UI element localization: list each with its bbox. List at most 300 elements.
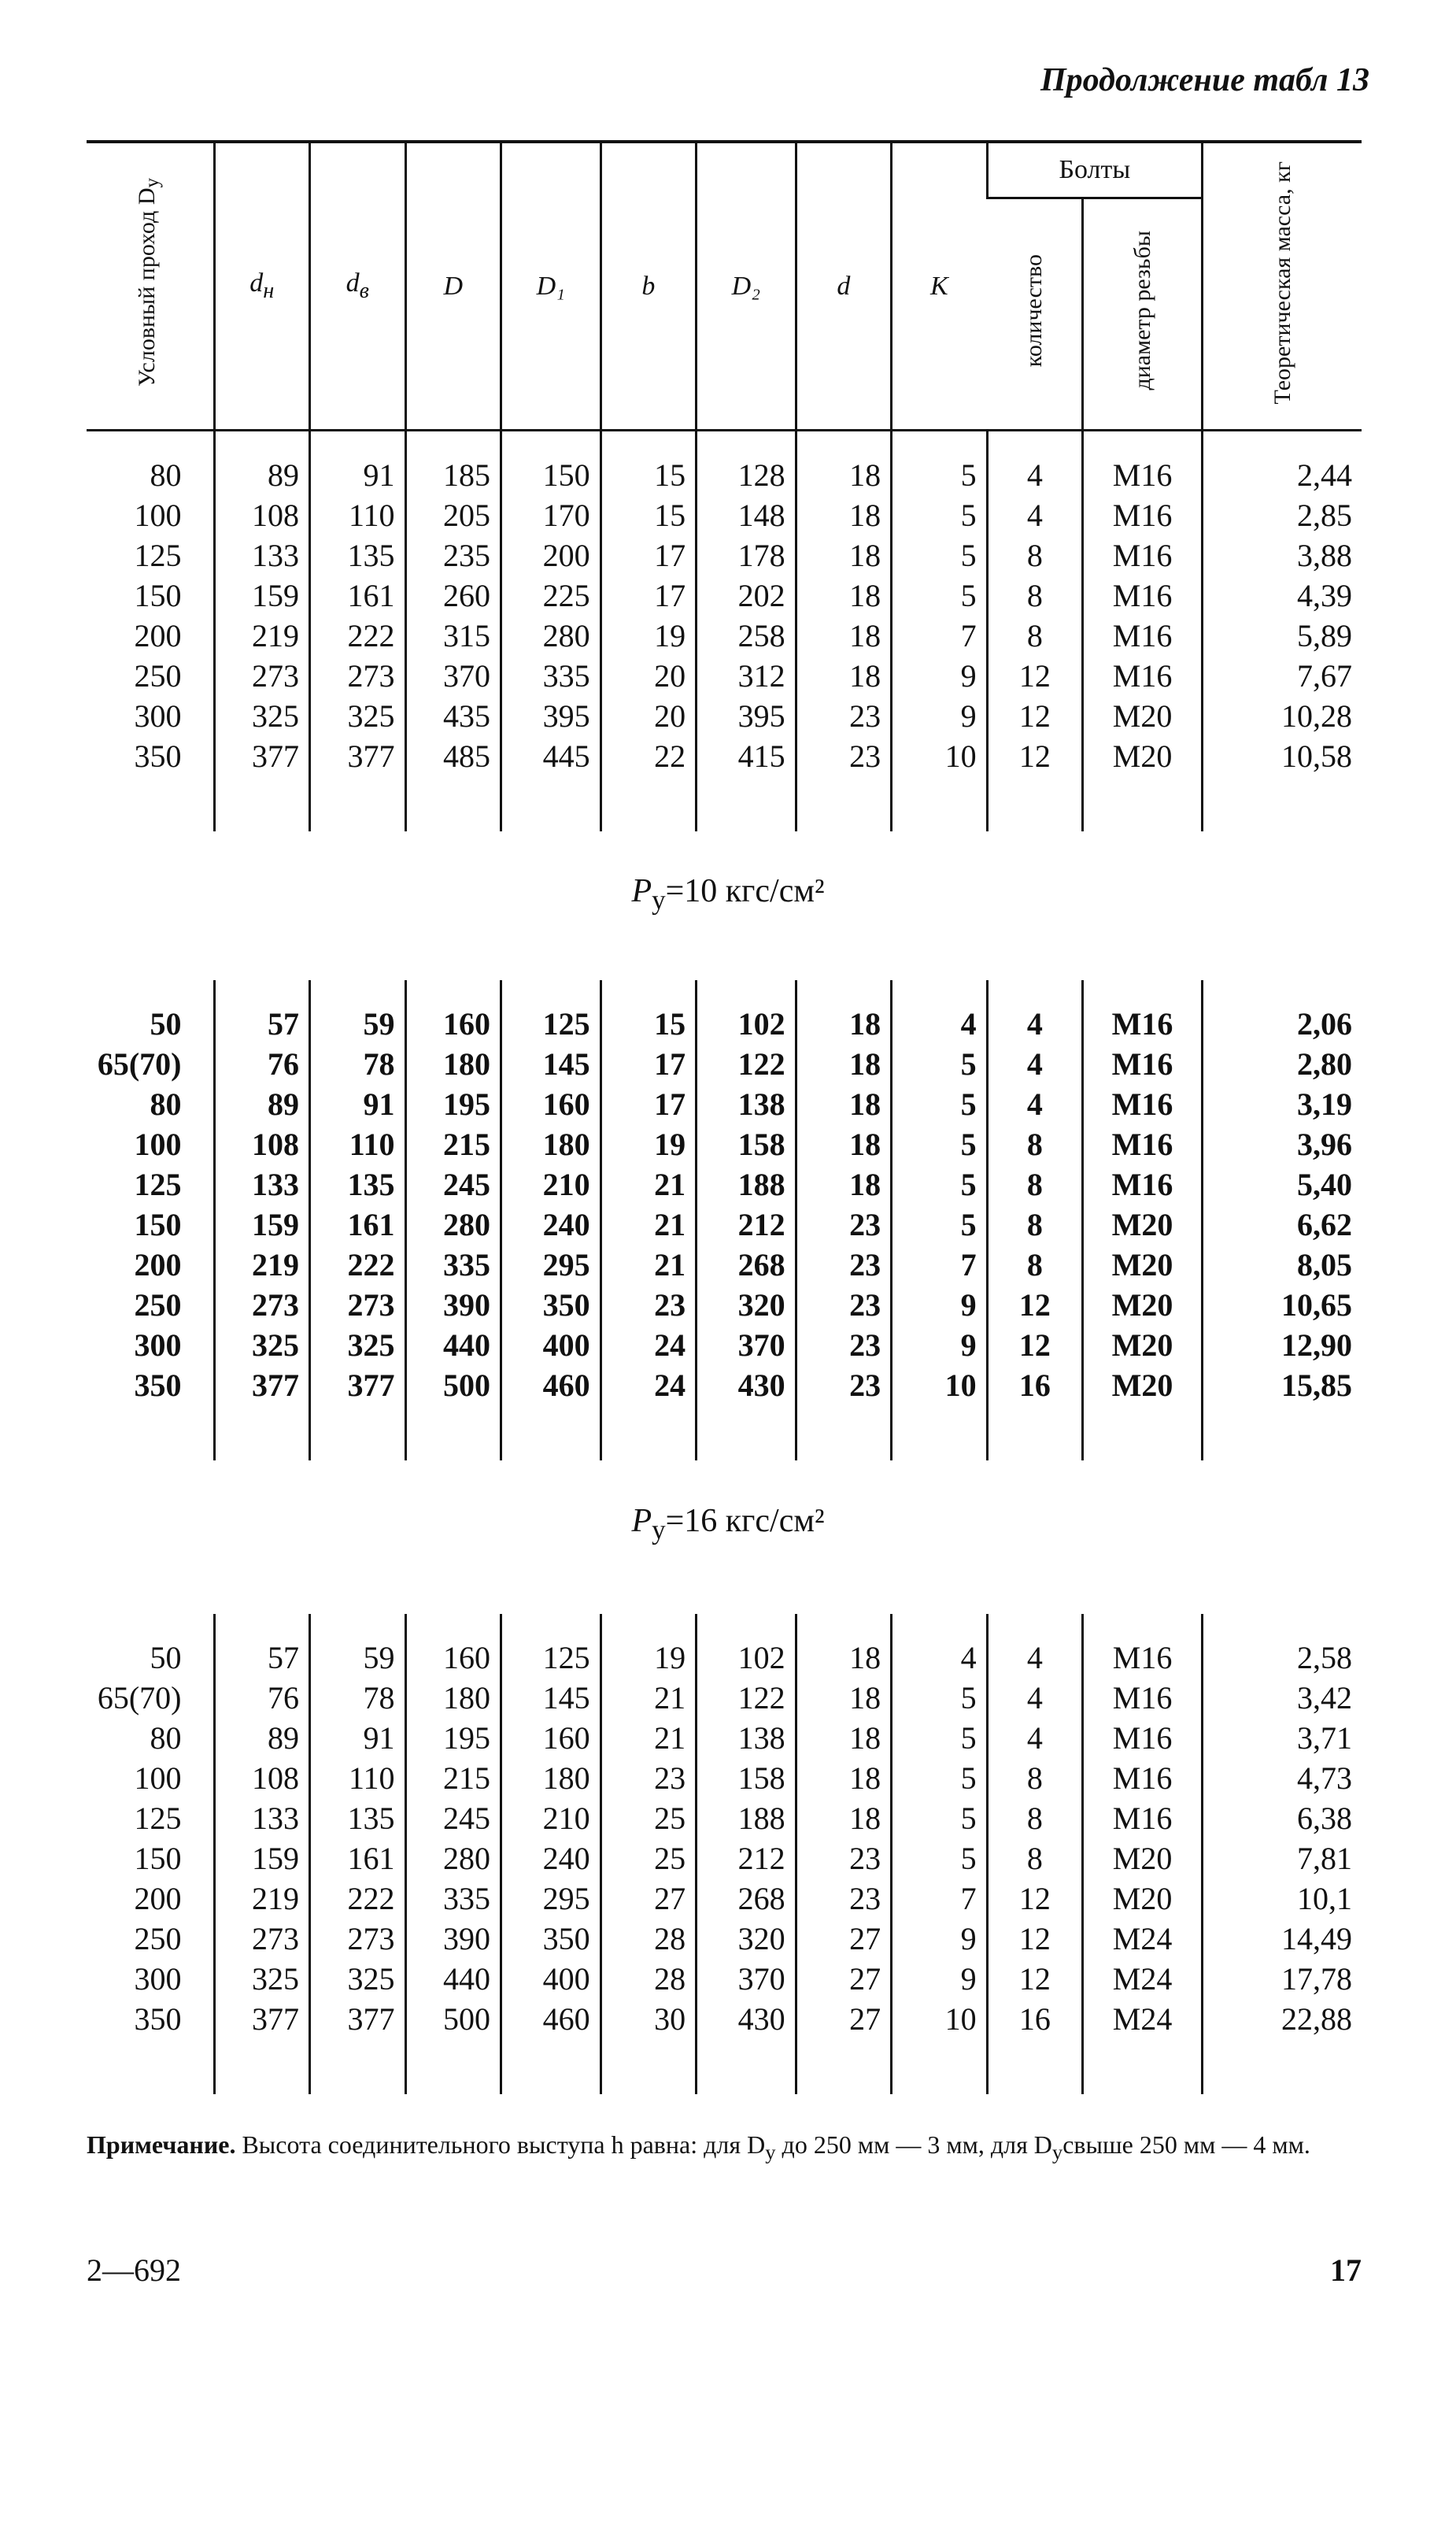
table-cell: M16: [1083, 1678, 1203, 1718]
table-cell: 258: [697, 616, 796, 656]
table-cell: M16: [1083, 1718, 1203, 1758]
table-cell: 9: [892, 1959, 988, 1999]
spacer-cell: [214, 1614, 310, 1638]
table-row: [87, 1718, 1362, 1758]
table-cell: M20: [1083, 1838, 1203, 1878]
table-cell: M20: [1083, 696, 1203, 736]
table-cell: 22,88: [1203, 1999, 1362, 2039]
table-cell: 2,06: [1203, 1004, 1362, 1044]
spacer-cell: [601, 431, 697, 456]
table-cell: 18: [796, 576, 892, 616]
table-cell: 7,81: [1203, 1838, 1362, 1878]
table-cell: 3,71: [1203, 1718, 1362, 1758]
spacer-cell: [892, 2039, 988, 2094]
spacer-cell: [1203, 2039, 1362, 2094]
table-cell: 377: [214, 1365, 310, 1405]
table-cell: 21: [601, 1205, 697, 1245]
table-cell: M20: [1083, 1245, 1203, 1285]
table-cell: 240: [501, 1838, 601, 1878]
table-cell: 4: [892, 1638, 988, 1678]
spacer-cell: [1083, 980, 1203, 1004]
table-cell: 125: [134, 1801, 182, 1836]
table-cell: 3,19: [1203, 1084, 1362, 1124]
spacer-cell: [405, 776, 501, 831]
table-cell: 18: [796, 1124, 892, 1164]
table-cell: 135: [310, 535, 406, 576]
spacer-cell: [601, 2039, 697, 2094]
table-cell: 225: [501, 576, 601, 616]
table-cell: 161: [310, 1205, 406, 1245]
spacer-cell: [987, 1405, 1083, 1460]
table-cell: 110: [310, 495, 406, 535]
table-cell: 23: [796, 1285, 892, 1325]
spacer-cell: [796, 1405, 892, 1460]
table-cell: 23: [796, 1365, 892, 1405]
table-cell: 5: [892, 1205, 988, 1245]
table-cell: 200: [501, 535, 601, 576]
table-cell: 125: [501, 1004, 601, 1044]
table-cell: 350: [501, 1285, 601, 1325]
table-cell: 161: [310, 576, 406, 616]
table-cell: 12: [987, 736, 1083, 776]
header-dy: Условный проход $D_у$: [87, 142, 214, 431]
table-cell: 76: [214, 1678, 310, 1718]
table-cell: 76: [214, 1044, 310, 1084]
table-cell: 200: [134, 618, 182, 653]
header-b: b: [601, 142, 697, 431]
table-cell: 280: [405, 1205, 501, 1245]
table-cell: 350: [501, 1919, 601, 1959]
table-cell: 18: [796, 1758, 892, 1798]
header-dv: $d_в$: [310, 142, 406, 431]
table-cell: 102: [697, 1004, 796, 1044]
table-cell: M20: [1083, 1878, 1203, 1919]
table-cell: 19: [601, 1124, 697, 1164]
table-cell: 273: [214, 1919, 310, 1959]
spacer-cell: [1203, 431, 1362, 456]
table-cell: 16: [987, 1365, 1083, 1405]
table-cell: 485: [405, 736, 501, 776]
spacer-cell: [1083, 1614, 1203, 1638]
table-cell: 91: [310, 1084, 406, 1124]
table-cell: 160: [405, 1638, 501, 1678]
table-cell: 2,44: [1203, 455, 1362, 495]
table-row: [87, 1124, 1362, 1164]
table-cell: 325: [310, 1325, 406, 1365]
table-cell: 377: [214, 1999, 310, 2039]
table-cell: 4: [987, 1638, 1083, 1678]
table-cell: 27: [796, 1999, 892, 2039]
spacer-cell: [1203, 1405, 1362, 1460]
table-cell: 18: [796, 656, 892, 696]
signature-mark: 2—692: [87, 2252, 181, 2288]
table-cell: 9: [892, 1919, 988, 1959]
table-cell: M20: [1083, 1285, 1203, 1325]
table-cell: 89: [214, 1718, 310, 1758]
spacer-cell: [214, 980, 310, 1004]
table-cell: 312: [697, 656, 796, 696]
table-cell: 8: [987, 1758, 1083, 1798]
table-cell: 23: [601, 1285, 697, 1325]
table-row: [87, 1878, 1362, 1919]
table-cell: 212: [697, 1205, 796, 1245]
table-cell: M16: [1083, 1758, 1203, 1798]
table-cell: 5: [892, 535, 988, 576]
table-cell: 200: [134, 1247, 182, 1282]
table-cell: 23: [601, 1758, 697, 1798]
table-cell: 5: [892, 1124, 988, 1164]
table-cell: 10,1: [1203, 1878, 1362, 1919]
table-cell: 335: [405, 1245, 501, 1285]
table-cell: 133: [214, 1798, 310, 1838]
table-cell: 138: [697, 1084, 796, 1124]
table-cell: 335: [501, 656, 601, 696]
table-cell: 25: [601, 1798, 697, 1838]
table-cell: 390: [405, 1919, 501, 1959]
spacer-cell: [310, 1405, 406, 1460]
table-1-body: [87, 431, 1362, 832]
table-cell: 7,67: [1203, 656, 1362, 696]
table-cell: 5: [892, 455, 988, 495]
spacer-cell: [892, 980, 988, 1004]
spacer-cell: [697, 776, 796, 831]
table-cell: M16: [1083, 1004, 1203, 1044]
table-cell: 202: [697, 576, 796, 616]
table-row: [87, 1205, 1362, 1245]
spacer-cell: [987, 776, 1083, 831]
table-row: [87, 576, 1362, 616]
table-cell: 125: [134, 1167, 182, 1202]
spacer-cell: [310, 776, 406, 831]
table-cell: 19: [601, 616, 697, 656]
table-cell: 9: [892, 696, 988, 736]
table-cell: 9: [892, 1285, 988, 1325]
spacer-cell: [405, 1614, 501, 1638]
table-cell: M16: [1083, 1124, 1203, 1164]
table-cell: 250: [134, 1921, 182, 1956]
table-cell: 178: [697, 535, 796, 576]
table-cell: 7: [892, 1245, 988, 1285]
table-cell: 8: [987, 1205, 1083, 1245]
table-cell: 8,05: [1203, 1245, 1362, 1285]
table-cell: 18: [796, 1164, 892, 1205]
table-cell: 377: [214, 736, 310, 776]
table-cell: 295: [501, 1245, 601, 1285]
table-cell: 2,58: [1203, 1638, 1362, 1678]
table-cell: 5: [892, 1084, 988, 1124]
table-cell: 10: [892, 1365, 988, 1405]
table-cell: 12: [987, 656, 1083, 696]
table-cell: M16: [1083, 455, 1203, 495]
page-number: 17: [1330, 2252, 1362, 2288]
table-cell: 160: [501, 1718, 601, 1758]
table-cell: M16: [1083, 1164, 1203, 1205]
spacer-cell: [87, 1614, 214, 1638]
table-cell: 200: [134, 1881, 182, 1916]
table-cell: 325: [214, 1959, 310, 1999]
spacer-cell: [697, 1405, 796, 1460]
spacer-cell: [796, 2039, 892, 2094]
table-cell: 335: [405, 1878, 501, 1919]
table-cell: 350: [134, 738, 182, 774]
table-cell: 325: [214, 696, 310, 736]
table-cell: 370: [697, 1959, 796, 1999]
flange-table-1: [87, 140, 1362, 831]
spacer-cell: [310, 1614, 406, 1638]
table-cell: 110: [310, 1124, 406, 1164]
table-cell: 18: [796, 495, 892, 535]
table-cell: 2,85: [1203, 495, 1362, 535]
table-cell: 6,62: [1203, 1205, 1362, 1245]
table-cell: 18: [796, 1798, 892, 1838]
table-cell: 4: [987, 1044, 1083, 1084]
table-cell: 325: [214, 1325, 310, 1365]
table-cell: 78: [310, 1678, 406, 1718]
table-cell: 18: [796, 1718, 892, 1758]
table-row: [87, 1798, 1362, 1838]
spacer-cell: [405, 2039, 501, 2094]
table-cell: 390: [405, 1285, 501, 1325]
spacer-cell: [892, 1614, 988, 1638]
spacer-cell: [987, 1614, 1083, 1638]
spacer-cell: [697, 431, 796, 456]
table-cell: 150: [134, 1841, 182, 1876]
table-cell: 273: [214, 1285, 310, 1325]
table-cell: 24: [601, 1365, 697, 1405]
table-cell: 100: [134, 1127, 182, 1162]
section-title-16: $P_у=16$ кгс/см²: [631, 1503, 825, 1545]
header-K: K: [892, 142, 988, 431]
spacer-cell: [1083, 431, 1203, 456]
table-cell: 188: [697, 1798, 796, 1838]
table-row: [87, 1919, 1362, 1959]
table-cell: 18: [796, 535, 892, 576]
table-cell: 320: [697, 1285, 796, 1325]
spacer-cell: [214, 1405, 310, 1460]
table-cell: 12: [987, 696, 1083, 736]
table-cell: 500: [405, 1365, 501, 1405]
table-cell: 91: [310, 455, 406, 495]
table-row: [87, 1638, 1362, 1678]
table-row: [87, 1999, 1362, 2039]
table-cell: 435: [405, 696, 501, 736]
table-cell: 4: [892, 1004, 988, 1044]
table-cell: M16: [1083, 656, 1203, 696]
table-cell: 150: [134, 1207, 182, 1242]
table-cell: 268: [697, 1245, 796, 1285]
table-cell: 370: [697, 1325, 796, 1365]
table-cell: 245: [405, 1798, 501, 1838]
flange-table-2: [87, 980, 1362, 1460]
table-cell: 159: [214, 1205, 310, 1245]
spacer-cell: [987, 431, 1083, 456]
table-cell: 8: [987, 616, 1083, 656]
table-cell: M16: [1083, 576, 1203, 616]
table-cell: 102: [697, 1638, 796, 1678]
table-cell: 108: [214, 1124, 310, 1164]
table-cell: 158: [697, 1124, 796, 1164]
table-cell: 108: [214, 495, 310, 535]
table-cell: 18: [796, 1004, 892, 1044]
table-cell: 3,88: [1203, 535, 1362, 576]
spacer-cell: [987, 2039, 1083, 2094]
table-cell: 5,89: [1203, 616, 1362, 656]
table-cell: M16: [1083, 535, 1203, 576]
table-cell: 12,90: [1203, 1325, 1362, 1365]
table-cell: M16: [1083, 1798, 1203, 1838]
table-cell: 78: [310, 1044, 406, 1084]
table-cell: 350: [134, 2001, 182, 2037]
table-row: [87, 1285, 1362, 1325]
table-cell: 350: [134, 1368, 182, 1403]
table-cell: 273: [310, 656, 406, 696]
table-cell: 212: [697, 1838, 796, 1878]
table-cell: M16: [1083, 1638, 1203, 1678]
spacer-cell: [87, 1405, 214, 1460]
table-cell: 400: [501, 1325, 601, 1365]
table-cell: 5: [892, 1758, 988, 1798]
spacer-cell: [1083, 2039, 1203, 2094]
table-cell: 5: [892, 576, 988, 616]
table-cell: 215: [405, 1124, 501, 1164]
table-cell: 18: [796, 455, 892, 495]
table-cell: 21: [601, 1718, 697, 1758]
spacer-cell: [1083, 776, 1203, 831]
spacer-cell: [501, 431, 601, 456]
spacer-cell: [501, 1614, 601, 1638]
table-cell: 500: [405, 1999, 501, 2039]
table-header: [87, 142, 1362, 431]
table-cell: 20: [601, 696, 697, 736]
spacer-cell: [892, 1405, 988, 1460]
table-cell: 8: [987, 1124, 1083, 1164]
table-cell: 18: [796, 1638, 892, 1678]
table-row: [87, 1325, 1362, 1365]
header-bolts: Болты: [987, 142, 1202, 198]
spacer-cell: [501, 2039, 601, 2094]
table-cell: 180: [501, 1124, 601, 1164]
table-cell: 10: [892, 1999, 988, 2039]
table-cell: 21: [601, 1245, 697, 1285]
table-cell: 57: [214, 1004, 310, 1044]
table-cell: M20: [1083, 1205, 1203, 1245]
spacer-cell: [310, 980, 406, 1004]
spacer-cell: [892, 431, 988, 456]
table-cell: 15: [601, 455, 697, 495]
table-row: [87, 656, 1362, 696]
header-D: D: [405, 142, 501, 431]
table-cell: 315: [405, 616, 501, 656]
spacer-row: [87, 1405, 1362, 1460]
table-row: [87, 736, 1362, 776]
table-cell: 4: [987, 1678, 1083, 1718]
spacer-cell: [214, 431, 310, 456]
table-cell: 15: [601, 495, 697, 535]
table-cell: 21: [601, 1678, 697, 1718]
table-cell: 300: [134, 1327, 182, 1363]
table-cell: 25: [601, 1838, 697, 1878]
spacer-cell: [796, 980, 892, 1004]
table-cell: 5,40: [1203, 1164, 1362, 1205]
table-cell: 400: [501, 1959, 601, 1999]
table-cell: 240: [501, 1205, 601, 1245]
table-cell: 215: [405, 1758, 501, 1798]
table-cell: 150: [501, 455, 601, 495]
table-cell: 65(70): [97, 1046, 182, 1082]
table-cell: 8: [987, 1798, 1083, 1838]
table-cell: 395: [697, 696, 796, 736]
table-cell: 4: [987, 1084, 1083, 1124]
table-cell: 23: [796, 736, 892, 776]
table-cell: 12: [987, 1878, 1083, 1919]
table-cell: 159: [214, 1838, 310, 1878]
table-cell: 180: [501, 1758, 601, 1798]
table-cell: 50: [150, 1640, 182, 1675]
table-row: [87, 1084, 1362, 1124]
table-cell: 370: [405, 656, 501, 696]
spacer-row: [87, 431, 1362, 456]
table-cell: 235: [405, 535, 501, 576]
table-cell: 138: [697, 1718, 796, 1758]
table-cell: 268: [697, 1878, 796, 1919]
table-cell: M20: [1083, 1325, 1203, 1365]
table-row: [87, 1365, 1362, 1405]
table-cell: 430: [697, 1365, 796, 1405]
table-cell: 185: [405, 455, 501, 495]
table-cell: 250: [134, 658, 182, 694]
spacer-row: [87, 1614, 1362, 1638]
table-row: [87, 535, 1362, 576]
continued-caption: Продолжение табл 13: [1040, 62, 1369, 98]
flange-table-3: [87, 1614, 1362, 2094]
table-3-body: [87, 1614, 1362, 2094]
table-cell: 18: [796, 1678, 892, 1718]
table-cell: 4: [987, 495, 1083, 535]
spacer-cell: [501, 1405, 601, 1460]
table-cell: 128: [697, 455, 796, 495]
table-cell: 9: [892, 656, 988, 696]
table-cell: 89: [214, 1084, 310, 1124]
spacer-cell: [310, 2039, 406, 2094]
table-row: [87, 455, 1362, 495]
table-cell: 295: [501, 1878, 601, 1919]
table-cell: 205: [405, 495, 501, 535]
table-cell: 4: [987, 1004, 1083, 1044]
table-cell: 23: [796, 1325, 892, 1365]
spacer-cell: [501, 776, 601, 831]
table-cell: 325: [310, 1959, 406, 1999]
table-cell: 19: [601, 1638, 697, 1678]
table-cell: 4,73: [1203, 1758, 1362, 1798]
table-cell: 245: [405, 1164, 501, 1205]
table-cell: 8: [987, 535, 1083, 576]
table-cell: 158: [697, 1758, 796, 1798]
table-cell: 160: [405, 1004, 501, 1044]
table-cell: 180: [405, 1044, 501, 1084]
table-cell: 440: [405, 1959, 501, 1999]
spacer-cell: [87, 980, 214, 1004]
table-cell: 80: [150, 457, 182, 493]
spacer-cell: [405, 1405, 501, 1460]
table-cell: 12: [987, 1325, 1083, 1365]
table-cell: 27: [796, 1919, 892, 1959]
table-cell: 8: [987, 1245, 1083, 1285]
table-cell: 148: [697, 495, 796, 535]
table-cell: 133: [214, 535, 310, 576]
spacer-cell: [796, 1614, 892, 1638]
header-mass: Теоретическая масса, кг: [1203, 142, 1362, 431]
table-cell: 219: [214, 1878, 310, 1919]
